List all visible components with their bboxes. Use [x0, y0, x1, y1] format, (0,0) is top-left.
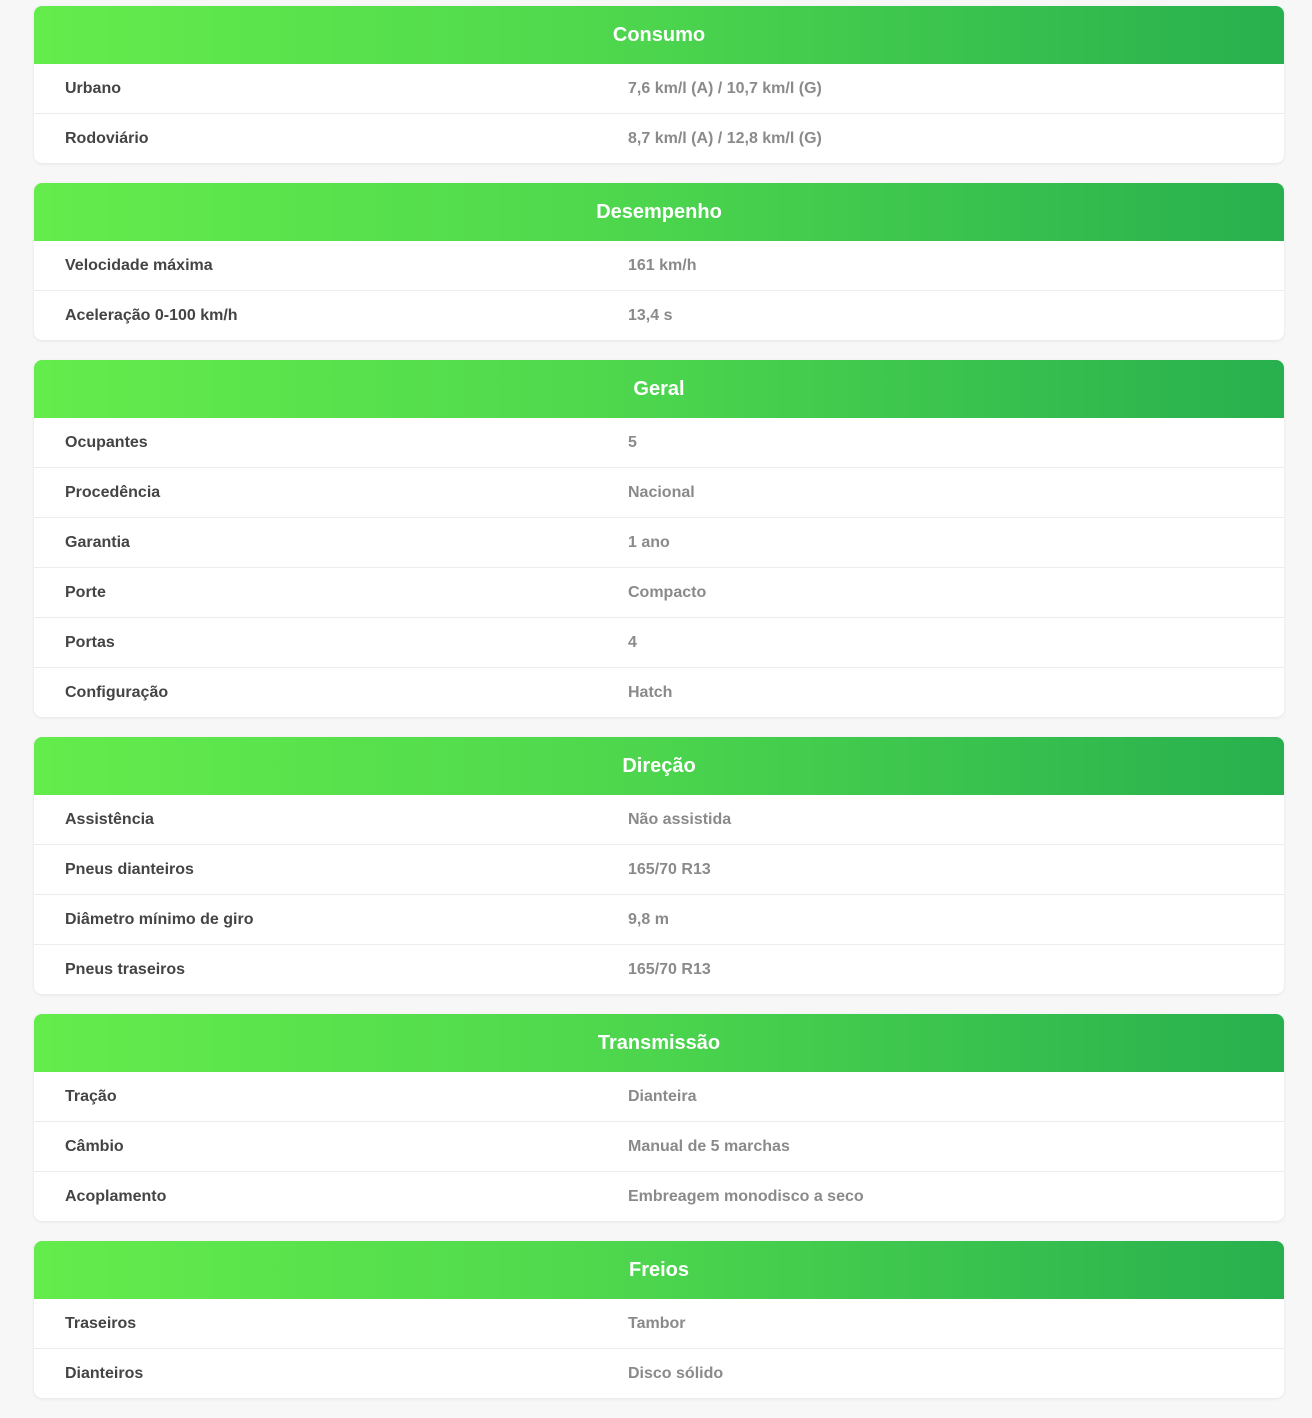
spec-row	[34, 1349, 1284, 1398]
spec-row	[34, 1122, 1284, 1172]
section-consumo	[34, 6, 1284, 163]
spec-row	[34, 114, 1284, 163]
spec-label: Tração	[65, 1088, 117, 1105]
section-direcao	[34, 737, 1284, 994]
spec-label: Pneus dianteiros	[65, 861, 194, 878]
section-transmissao	[34, 1014, 1284, 1221]
spec-value: 13,4 s	[628, 307, 673, 324]
spec-value: Hatch	[628, 684, 673, 701]
spec-row	[34, 1072, 1284, 1122]
spec-value: Manual de 5 marchas	[628, 1138, 790, 1155]
spec-value: Nacional	[628, 484, 695, 501]
spec-row	[34, 468, 1284, 518]
spec-row	[34, 1299, 1284, 1349]
spec-row	[34, 845, 1284, 895]
spec-row	[34, 795, 1284, 845]
spec-row	[34, 418, 1284, 468]
spec-label: Dianteiros	[65, 1365, 144, 1382]
spec-label: Pneus traseiros	[65, 961, 186, 978]
spec-row	[34, 241, 1284, 291]
spec-value: 161 km/h	[628, 257, 697, 274]
spec-value: 165/70 R13	[628, 961, 711, 978]
section-header: Consumo	[34, 6, 1284, 64]
spec-label: Aceleração 0-100 km/h	[65, 307, 238, 324]
spec-row	[34, 895, 1284, 945]
spec-value: Dianteira	[628, 1088, 697, 1105]
spec-label: Diâmetro mínimo de giro	[65, 911, 254, 928]
spec-label: Ocupantes	[65, 434, 148, 451]
spec-value: 1 ano	[628, 534, 670, 551]
spec-label: Assistência	[65, 811, 154, 828]
spec-label: Câmbio	[65, 1138, 124, 1155]
section-desempenho	[34, 183, 1284, 340]
spec-row	[34, 668, 1284, 717]
section-header: Geral	[34, 360, 1284, 418]
spec-value: Não assistida	[628, 811, 732, 828]
spec-row	[34, 518, 1284, 568]
spec-value: Embreagem monodisco a seco	[628, 1188, 864, 1205]
spec-value: 8,7 km/l (A) / 12,8 km/l (G)	[628, 130, 822, 147]
spec-value: Disco sólido	[628, 1365, 724, 1382]
spec-row	[34, 291, 1284, 340]
spec-label: Procedência	[65, 484, 161, 501]
spec-label: Acoplamento	[65, 1188, 167, 1205]
spec-label: Urbano	[65, 80, 121, 97]
spec-label: Rodoviário	[65, 130, 149, 147]
spec-value: 9,8 m	[628, 911, 669, 928]
spec-value: Compacto	[628, 584, 707, 601]
spec-row	[34, 64, 1284, 114]
spec-row	[34, 568, 1284, 618]
spec-label: Configuração	[65, 684, 169, 701]
spec-value: Tambor	[628, 1315, 686, 1332]
spec-label: Portas	[65, 634, 115, 651]
section-header: Transmissão	[34, 1014, 1284, 1072]
spec-row	[34, 945, 1284, 994]
spec-label: Velocidade máxima	[65, 257, 213, 274]
spec-row	[34, 1172, 1284, 1221]
section-header: Freios	[34, 1241, 1284, 1299]
spec-label: Garantia	[65, 534, 130, 551]
spec-sections	[34, 6, 1284, 1418]
spec-value: 7,6 km/l (A) / 10,7 km/l (G)	[628, 80, 822, 97]
spec-label: Porte	[65, 584, 106, 601]
section-freios	[34, 1241, 1284, 1398]
spec-value: 5	[628, 434, 637, 451]
section-geral	[34, 360, 1284, 717]
spec-label: Traseiros	[65, 1315, 137, 1332]
spec-row	[34, 618, 1284, 668]
spec-value: 165/70 R13	[628, 861, 711, 878]
section-header: Direção	[34, 737, 1284, 795]
section-header: Desempenho	[34, 183, 1284, 241]
spec-value: 4	[628, 634, 637, 651]
